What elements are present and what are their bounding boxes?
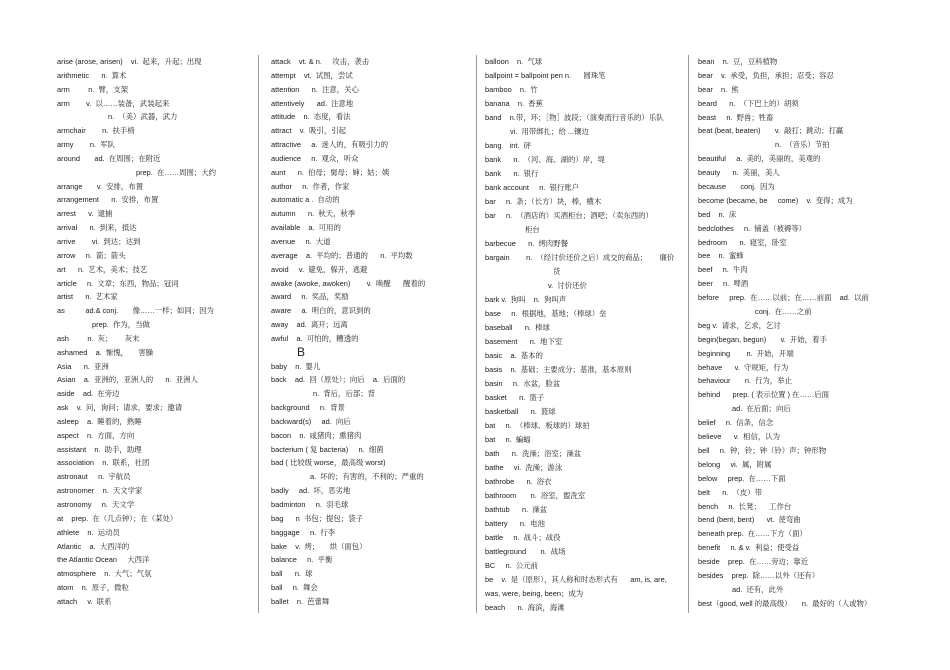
vocab-entry: barbecue n. 烤肉野餐 bbox=[485, 239, 568, 248]
vocab-entry: article n. 文章；东西，物品；冠词 bbox=[57, 278, 179, 288]
vocab-entry: award n. 奖品，奖励 bbox=[271, 292, 349, 302]
vocab-entry: arm v. 以……装备，武装起来 bbox=[57, 98, 170, 108]
vocab-entry: ball n. 舞会 bbox=[271, 583, 318, 593]
vocab-entry-continuation: conj. 在……之前 bbox=[755, 307, 812, 317]
vocab-column-2 bbox=[271, 55, 473, 609]
vocab-entry: bed n. 床 bbox=[698, 209, 737, 219]
vocab-entry: at prep. 在（几点钟）；在（某处） bbox=[57, 513, 178, 523]
vocab-entry: Atlantic a. 大西洋的 bbox=[57, 541, 130, 551]
vocab-entry: badminton n. 羽毛球 bbox=[271, 500, 349, 509]
vocab-entry: before prep. 在……以前；在……前面 ad. 以前 bbox=[698, 293, 869, 303]
vocab-entry: arm n. 臂，支架 bbox=[57, 84, 129, 94]
vocab-entry: attach v. 联系 bbox=[57, 596, 112, 606]
vocab-entry: believe v. 相信，认为 bbox=[698, 432, 781, 442]
vocab-entry: as ad.& conj. 像……一样；如同；因为 bbox=[57, 306, 214, 316]
vocab-entry: arrangement n. 安排，布置 bbox=[57, 195, 159, 205]
vocab-entry: arrive vi. 到达；达到 bbox=[57, 236, 141, 246]
vocab-entry: beard n. （下巴上的）胡须 bbox=[698, 98, 799, 108]
vocab-entry: BC n. 公元前 bbox=[485, 561, 538, 570]
vocab-entry: bank account n. 银行账户 bbox=[485, 183, 580, 192]
vocab-entry: belt n. （皮）带 bbox=[698, 487, 763, 497]
vocab-entry: bang int. 砰 bbox=[485, 141, 532, 150]
vocab-entry: bark v. 狗叫 n. 狗叫声 bbox=[485, 295, 567, 304]
vocab-entry: army n. 军队 bbox=[57, 140, 115, 150]
vocab-entry: arrival n. 到来，抵达 bbox=[57, 223, 137, 233]
vocab-entry: basement n. 地下室 bbox=[485, 337, 563, 346]
vocab-entry: beer n. 啤酒 bbox=[698, 279, 749, 289]
vocab-entry: arrest v. 逮捕 bbox=[57, 209, 113, 219]
vocab-entry: behaviour n. 行为，举止 bbox=[698, 376, 793, 386]
vocab-entry: bacon n. 咸猪肉；熏猪肉 bbox=[271, 430, 362, 440]
vocab-entry: bad ( 比较级 worse，最高级 worst) bbox=[271, 458, 386, 468]
vocab-entry-continuation: vi. 用带绑扎；给 ...镶边 bbox=[510, 127, 589, 136]
vocab-column-3 bbox=[485, 55, 685, 615]
vocab-entry: bear v. 承受，负担，承担；忍受；容忍 bbox=[698, 70, 834, 80]
vocab-entry: bat n. 蝙蝠 bbox=[485, 435, 531, 444]
column-divider bbox=[476, 55, 477, 613]
vocab-entry: backward(s) ad. 向后 bbox=[271, 416, 351, 426]
vocab-entry: ball n. 球 bbox=[271, 569, 313, 579]
vocab-entry: base n. 根据地，基地；（棒球）垒 bbox=[485, 309, 607, 318]
vocab-entry-continuation: a. 坏的；有害的，不利的；严重的 bbox=[310, 472, 424, 482]
vocab-entry: battleground n. 战场 bbox=[485, 547, 566, 556]
vocab-column-4 bbox=[698, 55, 938, 611]
vocab-entry: beach n. 海滨，海滩 bbox=[485, 603, 565, 612]
vocab-entry: baseball n. 棒球 bbox=[485, 323, 550, 332]
vocab-entry: behave v. 守规矩，行为 bbox=[698, 362, 789, 372]
vocab-entry: audience n. 观众，听众 bbox=[271, 153, 359, 163]
vocab-entry: awful a. 可怕的，糟透的 bbox=[271, 333, 359, 343]
vocab-entry: around ad. 在周围；在附近 bbox=[57, 153, 161, 163]
vocab-entry: bank n. （河、海、湖的）岸，堤 bbox=[485, 155, 605, 164]
vocab-entry: battery n. 电池 bbox=[485, 519, 545, 528]
vocab-column-1 bbox=[57, 55, 255, 609]
vocab-entry-continuation: n. 背后，后部；背 bbox=[313, 389, 376, 399]
vocab-entry: balance n. 平衡 bbox=[271, 555, 333, 565]
vocab-entry: bell n. 钟，铃；钟（铃）声；钟形物 bbox=[698, 445, 827, 455]
vocab-entry: armchair n. 扶手椅 bbox=[57, 126, 135, 136]
vocab-entry: bedroom n. 寝室，卧室 bbox=[698, 237, 787, 247]
vocab-entry-continuation: ad. 在后面；向后 bbox=[732, 404, 791, 414]
vocab-entry: the Atlantic Ocean 大西洋 bbox=[57, 555, 150, 565]
vocab-entry: basket n. 篮子 bbox=[485, 393, 545, 402]
vocab-entry: awake (awoke, awoken) v. 唤醒 醒着的 bbox=[271, 278, 426, 288]
vocab-entry: behind prep. ( 表示位置 ) 在……后面 bbox=[698, 390, 830, 400]
vocab-entry: assistant n. 助手，助理 bbox=[57, 444, 142, 454]
vocab-entry: atom n. 原子，微粒 bbox=[57, 583, 129, 593]
vocab-entry: athlete n. 运动员 bbox=[57, 527, 120, 537]
vocab-entry: besides prep. 除……以外（还有） bbox=[698, 570, 820, 580]
vocab-entry: arrow n. 箭；箭头 bbox=[57, 250, 126, 260]
vocab-entry: bend (bent, bent) vt. 使弯曲 bbox=[698, 515, 801, 525]
vocab-entry: belong vi. 属，附属 bbox=[698, 459, 772, 469]
vocab-entry: belief n. 信条，信念 bbox=[698, 418, 774, 428]
vocab-entry: basic a. 基本的 bbox=[485, 351, 543, 360]
vocab-entry: arise (arose, arisen) vi. 起来，升起；出现 bbox=[57, 57, 202, 66]
vocab-entry: away ad. 离开；远离 bbox=[271, 320, 348, 330]
vocab-entry: back ad. 回（原处）；向后 a. 后面的 bbox=[271, 375, 406, 385]
vocab-entry-continuation: prep. 在……周围；大约 bbox=[136, 167, 217, 177]
vocab-entry: avoid v. 避免，躲开，逃避 bbox=[271, 264, 368, 274]
vocab-entry: benefit n. & v. 利益；使受益 bbox=[698, 543, 800, 553]
vocab-entry: beginning n. 开始，开端 bbox=[698, 348, 794, 358]
vocab-entry: bar n. 条；（长方）块，棒，横木 bbox=[485, 197, 602, 206]
vocab-entry-continuation: prep. 作为，当做 bbox=[92, 320, 150, 330]
vocab-entry: avenue n. 大道 bbox=[271, 236, 331, 246]
vocab-entry: astronaut n. 宇航员 bbox=[57, 472, 131, 482]
vocab-entry: beef n. 牛肉 bbox=[698, 265, 748, 275]
vocab-entry: bath n. 洗澡；浴室；澡盆 bbox=[485, 449, 582, 458]
vocab-entry: bathroom n. 浴室，盥洗室 bbox=[485, 491, 586, 500]
vocab-entry: attention n. 注意，关心 bbox=[271, 84, 359, 94]
vocab-entry: bake v. 烤； 烘（面包） bbox=[271, 541, 367, 551]
vocab-entry: beauty n. 美丽，美人 bbox=[698, 168, 780, 178]
vocab-entry: because conj. 因为 bbox=[698, 182, 775, 192]
vocab-entry: bathe vi. 洗澡；游泳 bbox=[485, 463, 563, 472]
vocab-entry: bathtub n. 澡盆 bbox=[485, 505, 548, 514]
vocab-entry: beg v. 请求，乞求，乞讨 bbox=[698, 320, 781, 330]
vocab-entry: badly ad. 坏，恶劣地 bbox=[271, 486, 351, 496]
vocab-entry: below prep. 在……下面 bbox=[698, 473, 786, 483]
vocab-entry: author n. 作者，作家 bbox=[271, 181, 350, 191]
vocab-entry: aside ad. 在旁边 bbox=[57, 389, 120, 399]
vocab-entry: bar n. （酒店的）买酒柜台；酒吧；（卖东西的） bbox=[485, 211, 653, 220]
vocab-entry-continuation: 柜台 bbox=[525, 225, 540, 234]
vocab-entry-continuation: n. （美）武器，武力 bbox=[108, 112, 178, 122]
section-heading: B bbox=[297, 344, 306, 359]
vocab-entry: beast n. 野兽；牲畜 bbox=[698, 112, 774, 122]
vocab-entry: art n. 艺术，美术；技艺 bbox=[57, 264, 148, 274]
vocab-entry: ballet n. 芭蕾舞 bbox=[271, 596, 330, 606]
vocab-entry: ballpoint = ballpoint pen n. 圆珠笔 bbox=[485, 71, 606, 80]
column-divider bbox=[258, 55, 259, 613]
vocab-entry: beneath prep. 在……下方（面） bbox=[698, 529, 807, 539]
vocab-entry: arithmetic n. 算术 bbox=[57, 70, 127, 80]
vocab-entry: association n. 联系，社团 bbox=[57, 458, 150, 468]
vocab-entry: bedclothes n. 铺盖（被褥等） bbox=[698, 223, 807, 233]
vocab-entry: best（good, well 的最高级） n. 最好的（人或物） bbox=[698, 598, 872, 608]
vocab-entry: bag n 书包；提包；袋子 bbox=[271, 513, 363, 523]
vocab-entry: beside prep. 在……旁边；靠近 bbox=[698, 557, 809, 567]
vocab-entry: ashamed a. 惭愧， 害臊 bbox=[57, 347, 154, 357]
vocab-entry: bean n. 豆，豆科植物 bbox=[698, 57, 778, 66]
vocab-entry: ash n. 灰； 灰末 bbox=[57, 333, 140, 343]
vocab-entry: average a. 平均的；普通的 n. 平均数 bbox=[271, 250, 413, 260]
vocab-entry: beat (beat, beaten) v. 敲打；跳动；打赢 bbox=[698, 126, 844, 136]
vocab-entry: atmosphere n. 大气；气氛 bbox=[57, 569, 152, 579]
vocab-entry: basin n. 水盆，脸盆 bbox=[485, 379, 561, 388]
vocab-entry: basis n. 基础；主要成分；基准，基本原则 bbox=[485, 365, 632, 374]
vocab-entry: Asia n. 亚洲 bbox=[57, 361, 109, 371]
vocab-entry: Asian a. 亚洲的，亚洲人的 n. 亚洲人 bbox=[57, 375, 198, 385]
vocab-entry: balloon n. 气球 bbox=[485, 57, 543, 66]
vocab-entry: arrange v. 安排，布置 bbox=[57, 181, 144, 191]
vocab-entry: artist n. 艺术家 bbox=[57, 292, 118, 302]
vocab-entry: astronomy n. 天文学 bbox=[57, 500, 135, 509]
vocab-entry: band n.带，环；［物］波段；（演奏流行音乐的）乐队 bbox=[485, 113, 664, 122]
vocab-entry: ask v. 问，询问；请求，要求；邀请 bbox=[57, 403, 183, 413]
vocab-entry: bee n. 蜜蜂 bbox=[698, 251, 744, 261]
vocab-entry: aspect n. 方面，方向 bbox=[57, 430, 135, 440]
vocab-entry-continuation: n. （音乐）节拍 bbox=[775, 140, 830, 150]
vocab-entry: battle n. 战斗；战役 bbox=[485, 533, 561, 542]
vocab-entry: baby n. 婴儿 bbox=[271, 361, 321, 371]
vocab-entry: become (became, be come) v. 变得；成为 bbox=[698, 195, 853, 205]
vocab-entry: baggage n. 行李 bbox=[271, 527, 336, 537]
vocab-entry: bear n. 熊 bbox=[698, 84, 739, 94]
vocab-entry: bacterium ( 复 bacteria) n. 细菌 bbox=[271, 444, 384, 454]
vocab-entry: bat n. （棒球、板球的）球拍 bbox=[485, 421, 590, 430]
vocab-entry: aunt n. 伯母；舅母；婶；姑；姨 bbox=[271, 167, 390, 177]
vocab-entry: background n. 背景 bbox=[271, 403, 345, 413]
vocab-entry: attract v. 吸引，引起 bbox=[271, 126, 347, 136]
vocab-entry: attack vt. & n. 攻击，袭击 bbox=[271, 57, 370, 66]
column-divider bbox=[688, 55, 689, 613]
vocab-entry: bank n. 银行 bbox=[485, 169, 539, 178]
vocab-entry: attentively ad. 注意地 bbox=[271, 98, 354, 108]
vocab-entry: bamboo n. 竹 bbox=[485, 85, 538, 94]
vocab-entry-continuation: was, were, being, been；成为 bbox=[485, 589, 584, 598]
vocab-entry: autumn n. 秋天，秋季 bbox=[271, 209, 356, 219]
vocab-entry: bench n. 长凳； 工作台 bbox=[698, 501, 792, 511]
vocab-entry: astronomer n. 天文学家 bbox=[57, 486, 143, 496]
vocab-entry: be v. 是（原形），其人称和时态形式有 am, is, are, bbox=[485, 575, 667, 584]
vocab-entry: attitude n. 态度，看法 bbox=[271, 112, 351, 122]
vocab-entry-continuation: v. 讨价还价 bbox=[548, 281, 587, 290]
vocab-entry: attractive a. 迷人的，有吸引力的 bbox=[271, 140, 389, 150]
vocab-entry: aware a. 明白的，意识到的 bbox=[271, 306, 371, 316]
vocab-entry: automatic a . 自动的 bbox=[271, 195, 340, 205]
vocab-entry: begin(began, begun) v. 开始，着手 bbox=[698, 334, 827, 344]
vocab-entry-continuation: 货 bbox=[553, 267, 561, 276]
vocab-entry: beautiful a. 美的，美丽的，美观的 bbox=[698, 154, 821, 164]
vocab-entry: asleep a. 睡着的，熟睡 bbox=[57, 416, 142, 426]
vocab-entry: bathrobe n. 浴衣 bbox=[485, 477, 552, 486]
vocab-entry: bargain n. （经讨价还价之后）成交的商品； 廉价 bbox=[485, 253, 675, 262]
vocab-entry-continuation: ad. 还有，此外 bbox=[732, 584, 784, 594]
vocab-entry: banana n. 香蕉 bbox=[485, 99, 543, 108]
vocab-entry: basketball n. 篮球 bbox=[485, 407, 556, 416]
vocab-entry: available a. 可用的 bbox=[271, 223, 341, 233]
vocab-entry: attempt vt. 试图，尝试 bbox=[271, 70, 353, 80]
